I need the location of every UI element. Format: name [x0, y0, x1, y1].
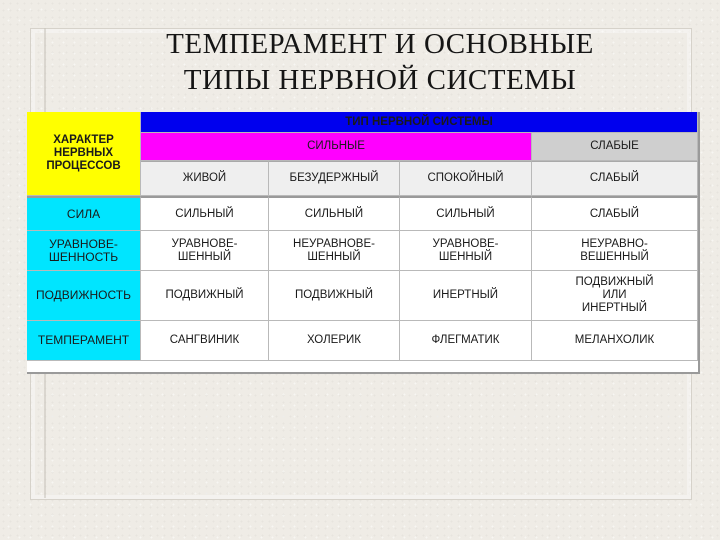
- table-cell: СИЛЬНЫЙ: [141, 196, 269, 231]
- table-cell: ПОДВИЖНЫЙ: [141, 271, 269, 321]
- table-cell: ИНЕРТНЫЙ: [400, 271, 532, 321]
- row-header-sila: СИЛА: [27, 196, 141, 231]
- table-cell: САНГВИНИК: [141, 321, 269, 361]
- table-cell: УРАВНОВЕ-ШЕННЫЙ: [400, 231, 532, 271]
- table-cell: ПОДВИЖНЫЙ: [269, 271, 400, 321]
- table-cell: МЕЛАНХОЛИК: [532, 321, 698, 361]
- types-header: ТИП НЕРВНОЙ СИСТЕМЫ: [141, 112, 698, 133]
- table-cell: ФЛЕГМАТИК: [400, 321, 532, 361]
- temperament-table: [27, 112, 700, 374]
- row-header-mobility: ПОДВИЖНОСТЬ: [27, 271, 141, 321]
- subtype-header: СПОКОЙНЫЙ: [400, 161, 532, 196]
- table-cell: ПОДВИЖНЫЙ ИЛИ ИНЕРТНЫЙ: [532, 271, 698, 321]
- table-cell: СЛАБЫЙ: [532, 196, 698, 231]
- subtype-header: СЛАБЫЙ: [532, 161, 698, 196]
- table-cell: УРАВНОВЕ-ШЕННЫЙ: [141, 231, 269, 271]
- table-cell: СИЛЬНЫЙ: [269, 196, 400, 231]
- table-cell: НЕУРАВНОВЕ-ШЕННЫЙ: [269, 231, 400, 271]
- title-line-1: ТЕМПЕРАМЕНТ И ОСНОВНЫЕ: [166, 28, 594, 60]
- group-weak-header: СЛАБЫЕ: [532, 133, 698, 161]
- table-cell: ХОЛЕРИК: [269, 321, 400, 361]
- title-line-2: ТИПЫ НЕРВНОЙ СИСТЕМЫ: [183, 64, 577, 96]
- table-cell: НЕУРАВНО-ВЕШЕННЫЙ: [532, 231, 698, 271]
- subtype-header: ЖИВОЙ: [141, 161, 269, 196]
- row-header-temperament: ТЕМПЕРАМЕНТ: [27, 321, 141, 361]
- row-header-balance: УРАВНОВЕ-ШЕННОСТЬ: [27, 231, 141, 271]
- group-strong-header: СИЛЬНЫЕ: [141, 133, 532, 161]
- corner-header: ХАРАКТЕР НЕРВНЫХ ПРОЦЕССОВ: [27, 112, 141, 196]
- table-cell: СИЛЬНЫЙ: [400, 196, 532, 231]
- slide-title: [90, 26, 670, 98]
- subtype-header: БЕЗУДЕРЖНЫЙ: [269, 161, 400, 196]
